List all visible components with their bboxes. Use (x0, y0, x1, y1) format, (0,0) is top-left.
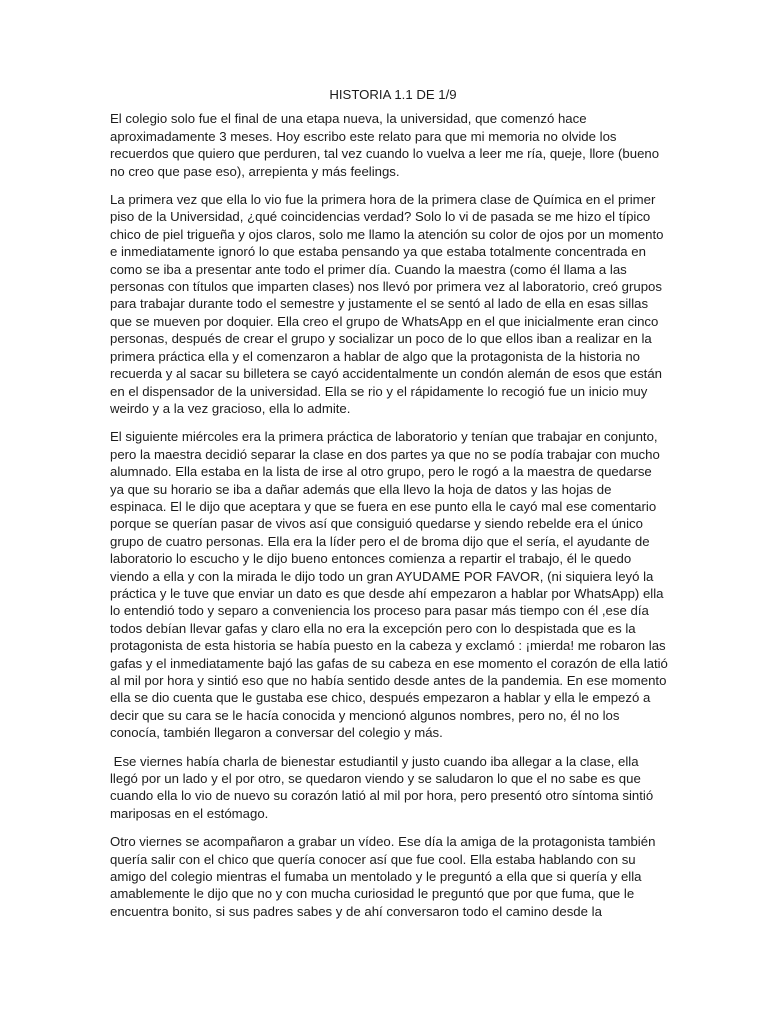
document-title: HISTORIA 1.1 DE 1/9 (329, 87, 457, 102)
paragraph-lab-practice: El siguiente miércoles era la primera práctica de laboratorio y tenían que trabajar en conjunto, pero la maestra decidió separar la clase en dos partes ya que no se podía trabajar con mucho alumnado. Ella estaba en la lista de irse al otro grupo, pero le rogó a la maestra de quedarse ya que su horario se iba a dañar además que ella llevo la hoja de datos y las hojas de espinaca. El le dijo que aceptara y que se fuera en ese punto ella le cayó mal ese comentario porque se querían pasar de vivos así que consiguió quedarse y siendo rebelde era el único grupo de cuatro personas. Ella era la líder pero el de broma dijo que el sería, el ayudante de laboratorio lo escucho y le dijo bueno entonces comienza a repartir el trabajo, él le quedo viendo a ella y con la mirada le dijo todo un gran AYUDAME POR FAVOR, (ni siquiera leyó la práctica y le tuve que enviar un dato es que desde ahí empezaron a hablar por WhatsApp) ella lo entendió todo y separo a conveniencia los proceso para pasar más tiempo con él ,ese día todos debían llevar gafas y claro ella no era la excepción pero con lo despistada que es la protagonista de esta historia se había puesto en la cabeza y exclamó : ¡mierda! me robaron las gafas y el inmediatamente bajó las gafas de su cabeza en ese momento el corazón de ella latió al mil por hora y sintió eso que no había sentido desde antes de la pandemia. En ese momento ella se dio cuenta que le gustaba ese chico, después empezaron a hablar y ella le empezó a decir que su cara se le hacía conocida y mencionó algunos nombres, pero no, él no los conocía, también llegaron a conversar del colegio y más. (110, 429, 668, 741)
paragraph-first-meeting: La primera vez que ella lo vio fue la primera hora de la primera clase de Química en el primer piso de la Universidad, ¿qué coincidencias verdad? Solo lo vi de pasada se me hizo el típico chico de piel trigueña y ojos claros, solo me llamo la atención su color de ojos por un momento e inmediatamente ignoró lo que estaba pensando ya que estaba totalmente concentrada en como se iba a presentar ante todo el primer día. Cuando la maestra (como él llama a las personas con títulos que imparten clases) nos llevó por primera vez al laboratorio, creó grupos para trabajar durante todo el semestre y justamente el se sentó al lado de ella en esas sillas que se mueven por doquier. Ella creo el grupo de WhatsApp en el que inicialmente eran cinco personas, después de crear el grupo y socializar un poco de lo que ellos iban a realizar en la primera práctica ella y el comenzaron a hablar de algo que la protagonista de la historia no recuerda y al sacar su billetera se cayó accidentalmente un condón alemán de esos que están en el dispensador de la universidad. Ella se rio y el rápidamente lo recogió fue un inicio muy weirdo y a la vez gracioso, ella lo admite. (110, 192, 664, 416)
paragraph-video: Otro viernes se acompañaron a grabar un vídeo. Ese día la amiga de la protagonista también quería salir con el chico que quería conocer así que fue cool. Ella estaba hablando con su amigo del colegio mientras el fumaba un mentolado y le preguntó a ella que si quería y ella amablemente le dijo que no y con mucha curiosidad le preguntó que por que fuma, que le encuentra bonito, si sus padres sabes y de ahí conversaron todo el camino desde la (110, 834, 656, 919)
paragraph-friday-talk: Ese viernes había charla de bienestar estudiantil y justo cuando iba allegar a la clase, ella llegó por un lado y el por otro, se quedaron viendo y se saludaron lo que el no sabe es que cuando ella lo vio de nuevo su corazón latió al mil por hora, pero presentó otro síntoma sintió mariposas en el estómago. (110, 753, 657, 821)
paragraph-intro: El colegio solo fue el final de una etapa nueva, la universidad, que comenzó hace aproximadamente 3 meses. Hoy escribo este relato para que mi memoria no olvide los recuerdos que quiero que perduren, tal vez cuando lo vuelva a leer me ría, queje, llore (bueno no creo que pase eso), arrepienta y más feelings. (110, 111, 660, 179)
